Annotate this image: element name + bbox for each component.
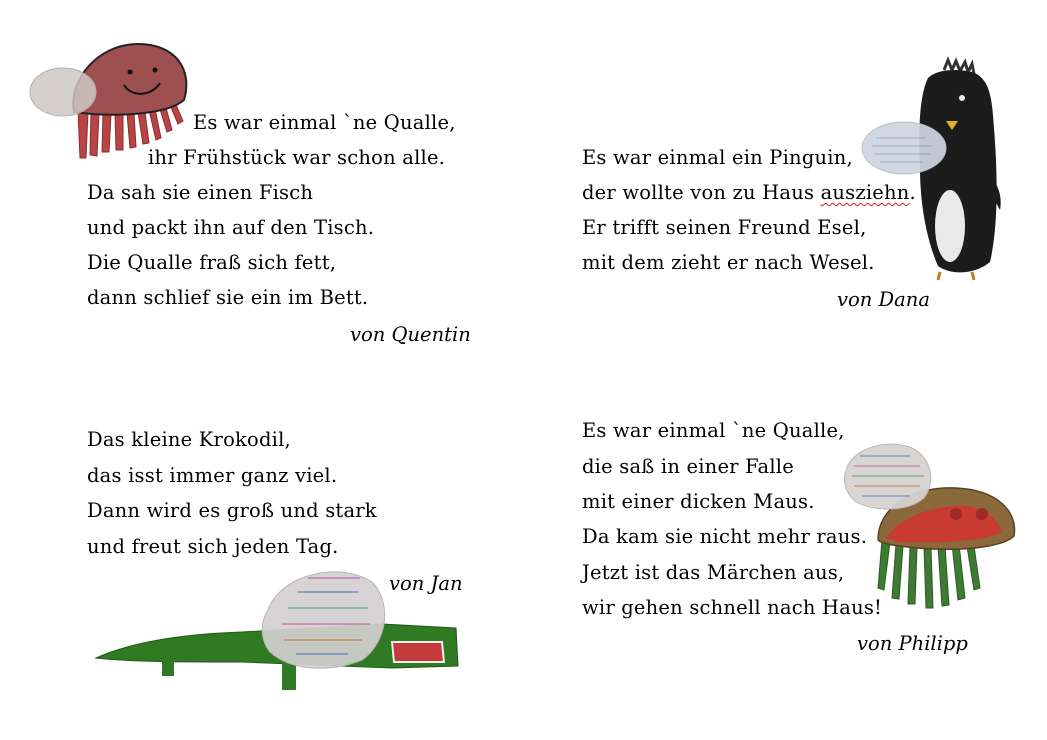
crocodile-drawing: [92, 562, 464, 694]
poem-line: Dann wird es groß und stark: [87, 499, 377, 522]
poem-line: wir gehen schnell nach Haus!: [582, 596, 883, 619]
jellyfish-drawing: [838, 440, 1020, 618]
poem-line: Es war einmal `ne Qualle,: [193, 111, 456, 134]
poem-line: Da sah sie einen Fisch: [87, 181, 314, 204]
poem-author: von Jan: [389, 572, 463, 595]
poem-line-punctuation: .: [909, 181, 916, 204]
poem-line-text: der wollte von zu Haus: [582, 181, 821, 204]
poem-line: und packt ihn auf den Tisch.: [87, 216, 375, 239]
poem-line: Es war einmal ein Pinguin,: [582, 146, 853, 169]
poem-line: Die Qualle fraß sich fett,: [87, 251, 337, 274]
poem-line: Da kam sie nicht mehr raus.: [582, 525, 868, 548]
poem-line: und freut sich jeden Tag.: [87, 535, 339, 558]
penguin-drawing: [862, 58, 1002, 286]
poem-line: ihr Frühstück war schon alle.: [148, 146, 446, 169]
poem-author: von Quentin: [350, 323, 471, 346]
poem-author: von Philipp: [857, 632, 968, 655]
poem-line: Das kleine Krokodil,: [87, 428, 291, 451]
poem-line: dann schlief sie ein im Bett.: [87, 286, 369, 309]
jellyfish-drawing: [28, 40, 198, 165]
spellcheck-word[interactable]: ausziehn: [820, 181, 910, 204]
poem-line: Er trifft seinen Freund Esel,: [582, 216, 867, 239]
poem-line: Es war einmal `ne Qualle,: [582, 419, 845, 442]
poem-line: mit dem zieht er nach Wesel.: [582, 251, 875, 274]
poem-line: mit einer dicken Maus.: [582, 490, 815, 513]
poem-line: die saß in einer Falle: [582, 455, 794, 478]
poem-author: von Dana: [837, 288, 930, 311]
poem-line: Jetzt ist das Märchen aus,: [582, 561, 845, 584]
poem-line: das isst immer ganz viel.: [87, 464, 338, 487]
